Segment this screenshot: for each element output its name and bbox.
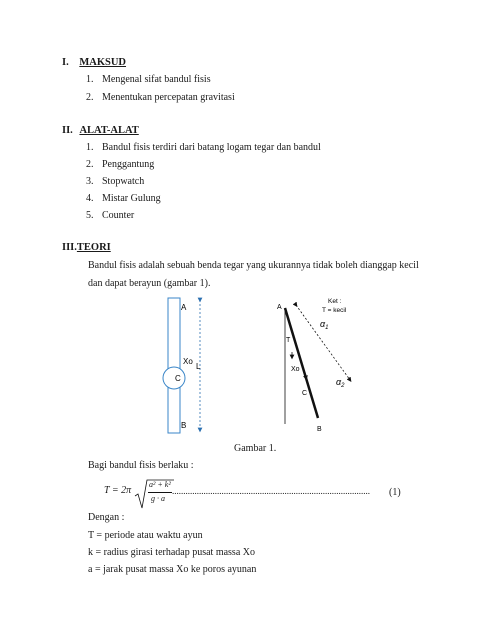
section-2-numeral: II. (62, 125, 73, 136)
list-item: 1. Mengenal sifat bandul fisis (86, 74, 211, 85)
label-a-left: A (181, 303, 187, 312)
list-item: 2. Penggantung (86, 159, 155, 170)
section-1-title: MAKSUD (79, 57, 127, 68)
label-alpha1: $\alpha_1$ (320, 319, 329, 331)
label-l: L (196, 362, 201, 371)
list-item: 4. Mistar Gulung (86, 193, 161, 204)
label-c-right: C (302, 390, 308, 397)
label-ket: Ket : (328, 298, 342, 305)
equation-number: (1) (389, 487, 401, 498)
formula-lhs: T = 2π (104, 485, 132, 496)
formula-intro: Bagi bandul fisis berlaku : (88, 460, 194, 471)
formula-denominator: g · a (151, 494, 165, 503)
definitions-heading: Dengan : (88, 512, 125, 523)
tilted-rod (285, 308, 318, 418)
definition-t: T = periode atau waktu ayun (88, 530, 203, 541)
label-xo-right: Xo (291, 366, 300, 373)
bob (163, 367, 185, 389)
right-pendulum (277, 298, 350, 433)
label-t: T (286, 337, 291, 344)
definition-k: k = radius girasi terhadap pusat massa Xo (88, 547, 255, 558)
label-b-left: B (181, 421, 187, 430)
formula-dots: ........................................................................................ (172, 486, 370, 496)
section-3-numeral: III. (62, 242, 77, 253)
fraction-bar (148, 492, 172, 493)
rod (168, 298, 180, 433)
label-xo-left: Xo (183, 357, 193, 366)
section-2-title: ALAT-ALAT (79, 125, 139, 136)
label-c-left: C (175, 374, 181, 383)
list-item: 3. Stopwatch (86, 176, 145, 187)
section-1-numeral: I. (62, 57, 69, 68)
theory-paragraph-line-2: dan dapat berayun (gambar 1). (88, 278, 211, 289)
section-3-title: TEORI (76, 242, 111, 253)
list-item: 5. Counter (86, 210, 135, 221)
list-item: 2. Menentukan percepatan gravitasi (86, 92, 235, 103)
definition-a: a = jarak pusat massa Xo ke poros ayunan (88, 564, 257, 575)
figure-caption: Gambar 1. (234, 443, 277, 454)
list-item: 1. Bandul fisis terdiri dari batang logam tegar dan bandul (86, 142, 321, 153)
label-b-right: B (317, 426, 322, 433)
label-ket-value: T = kecil (322, 307, 347, 314)
formula (104, 476, 404, 510)
theory-paragraph-line-1: Bandul fisis adalah sebuah benda tegar yang ukurannya tidak boleh dianggap kecil (88, 260, 419, 271)
left-pendulum (163, 298, 201, 433)
label-alpha2: $\alpha_2$ (336, 377, 345, 389)
formula-numerator: a² + k² (149, 480, 171, 489)
label-a-right: A (277, 304, 282, 311)
